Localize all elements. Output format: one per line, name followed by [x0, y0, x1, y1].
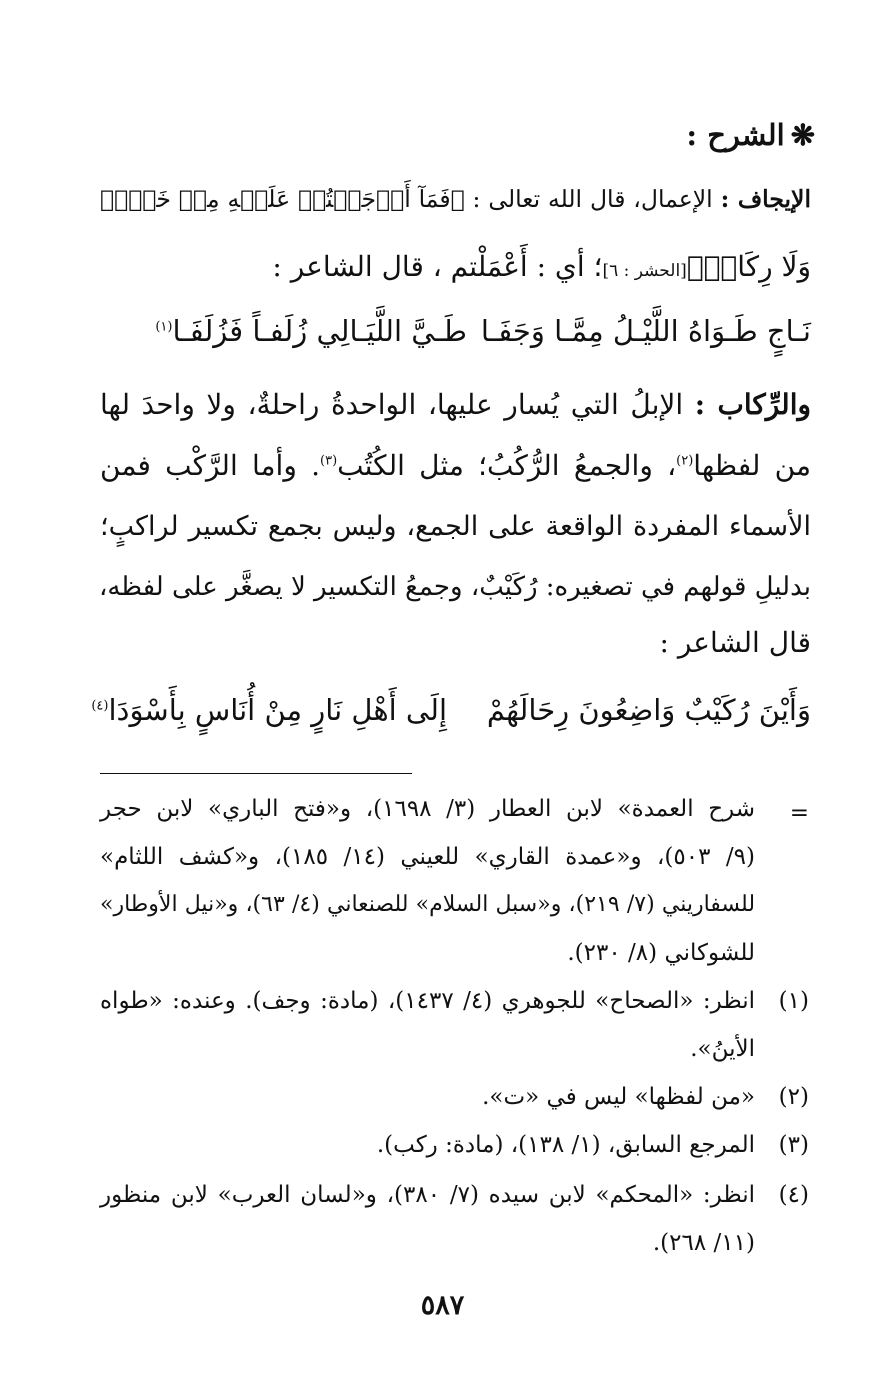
rikab-line-3: الأسماء المفردة الواقعة على الجمع، وليس بجمع تكسير لراكبٍ؛: [100, 511, 811, 542]
footnote-marker-3: (٣): [320, 453, 338, 469]
footnote-4-number: (٤): [778, 1182, 809, 1208]
footnote-4-line-1: انظر: «المحكم» لابن سيده (٧/ ٣٨٠)، و«لسان العرب» لابن منظور: [100, 1182, 756, 1208]
footnote-marker-2: (٢): [676, 453, 694, 469]
verse1-left-text: طَـيَّ اللَّيَـالِي زُلَفـاً فَزُلَفَـا: [172, 314, 467, 348]
footnote-continuation-line-3: للسفاريني (٧/ ٢١٩)، و«سبل السلام» للصنعاني (٤/ ٦٣)، و«نيل الأوطار»: [100, 892, 756, 917]
verse2-right-hemistich: وَأَيْنَ رُكَيْبٌ وَاضِعُونَ رِحَالَهُمْ: [486, 693, 811, 727]
footnote-continuation-line-4: للشوكاني (٨/ ٢٣٠).: [567, 940, 755, 966]
ijaf-term: الإيجاف :: [720, 185, 811, 213]
footnote-2-line-1: «من لفظها» ليس في «ت».: [482, 1084, 755, 1110]
quran-verse-end: وَلَا رِكَابٖ﴾: [686, 250, 811, 283]
footnote-continuation-line-1: شرح العمدة» لابن العطار (٣/ ١٦٩٨)، و«فتح الباري» لابن حجر: [100, 796, 756, 822]
quran-reference: [الحشر : ٦]: [602, 261, 687, 281]
footnote-continuation-line-2: (٩/ ٥٠٣)، و«عمدة القاري» للعيني (١٤/ ١٨٥)، و«كشف اللثام»: [100, 844, 755, 870]
rikab-term: والرِّكاب :: [694, 388, 811, 421]
rikab-text-2c: . وأما الرَّكْب فمن: [100, 449, 321, 482]
rikab-text-1: الإبلُ التي يُسار عليها، الواحدةُ راحلةٌ، ولا واحدَ لها: [100, 388, 684, 421]
asterisk-icon: ❋: [790, 118, 815, 152]
ijaf-line-2: [272, 250, 811, 283]
verse1-right-hemistich: نَـاجٍ طَـوَاهُ اللَّيْـلُ مِمَّـا وَجَفَـا: [480, 314, 811, 348]
rikab-line-1: [100, 388, 811, 421]
rikab-text-2b: ، والجمعُ الرُّكُبُ؛ مثل الكُتُب: [337, 449, 677, 482]
heading-text: الشرح :: [686, 118, 785, 152]
rikab-line-2: [100, 449, 811, 482]
ijaf-text-1: الإعمال، قال الله تعالى : ﴿فَمَآ أَوۡجَفۡتُمۡ عَلَيۡهِ مِنۡ خَيۡلٖ: [100, 185, 713, 213]
footnote-continuation-mark: =: [789, 800, 809, 826]
section-heading: [686, 118, 815, 152]
verse2-left-text: إِلَى أَهْلِ نَارٍ مِنْ أُنَاسٍ بِأَسْوَدَا: [108, 693, 447, 727]
verse1-left-hemistich: [155, 314, 467, 348]
footnote-2-number: (٢): [778, 1084, 809, 1110]
footnote-1-number: (١): [778, 988, 809, 1014]
ijaf-text-2: ؛ أي : أَعْمَلْتم ، قال الشاعر :: [272, 250, 603, 283]
footnote-1-line-1: انظر: «الصحاح» للجوهري (٤/ ١٤٣٧)، (مادة: وجف). وعنده: «طواه: [100, 988, 756, 1014]
verse2-footnote-marker: (٤): [91, 698, 109, 714]
footnote-3-line-1: المرجع السابق، (١/ ١٣٨)، (مادة: ركب).: [376, 1132, 755, 1158]
footnote-separator: [100, 773, 412, 774]
footnote-1-line-2: الأينُ».: [690, 1036, 755, 1062]
footnote-4-line-2: (١١/ ٢٦٨).: [652, 1230, 755, 1256]
rikab-line-4: بدليلِ قولهم في تصغيره: رُكَيْبٌ، وجمعُ التكسير لا يصغَّر على لفظه،: [98, 572, 811, 602]
rikab-line-5: قال الشاعر :: [659, 626, 811, 659]
ijaf-line-1: [100, 185, 811, 213]
footnote-3-number: (٣): [778, 1132, 809, 1158]
page-number: ٥٨٧: [420, 1290, 465, 1321]
verse2-left-hemistich: [91, 693, 447, 727]
verse1-footnote-marker: (١): [155, 319, 173, 335]
rikab-text-2a: من لفظها: [693, 449, 811, 482]
